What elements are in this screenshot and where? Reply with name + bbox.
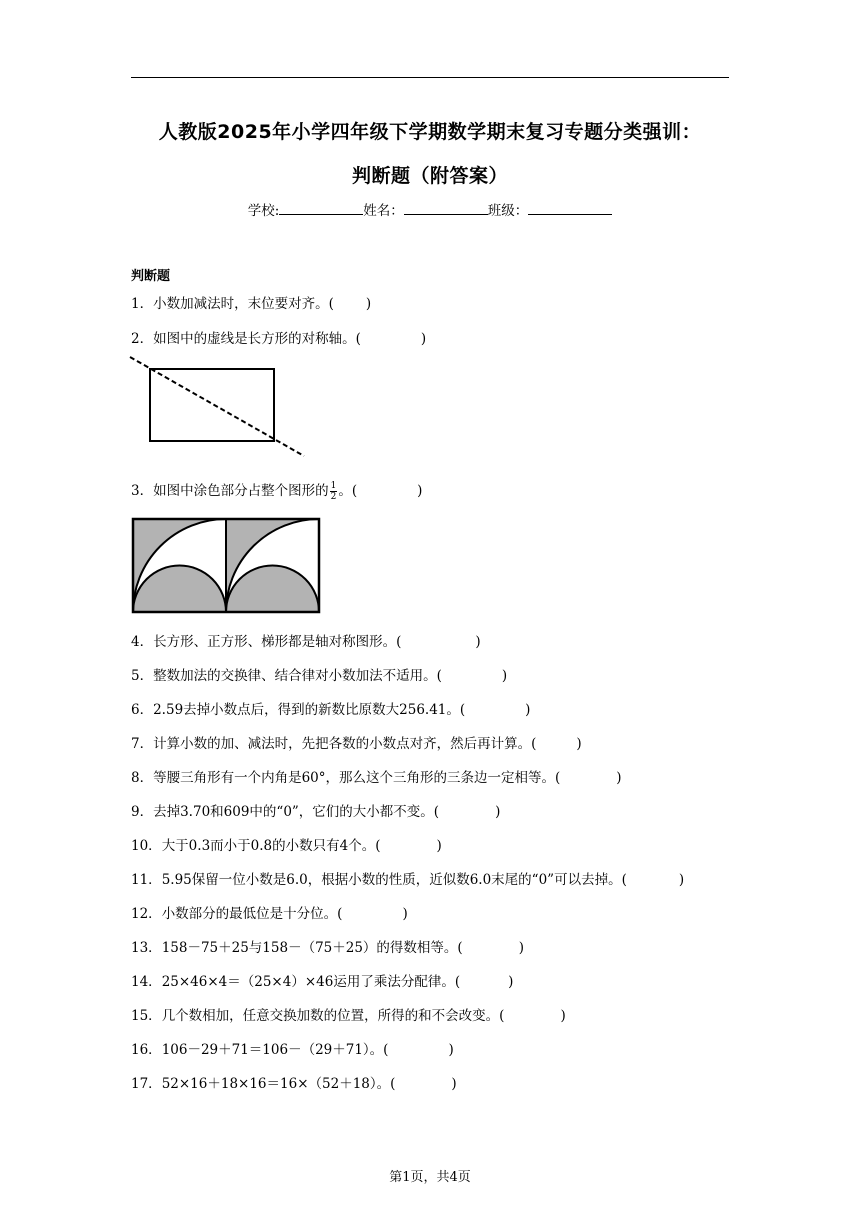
question-text: 25×46×4＝（25×4）×46运用了乘法分配律。( (161, 974, 461, 990)
question-text-pre: 如图中涂色部分占整个图形的 (153, 483, 329, 499)
question-number: 3． (131, 483, 154, 499)
page-footer: 第1页，共4页 (389, 1170, 471, 1185)
question-text: 小数加减法时，末位要对齐。( (153, 296, 334, 312)
question-text: 2.59去掉小数点后，得到的新数比原数大256.41。( (153, 702, 466, 718)
name-label: 姓名： (363, 203, 404, 219)
question-10: 10．大于0.3而小于0.8的小数只有4个。( ) (131, 838, 442, 854)
name-blank[interactable] (404, 201, 488, 215)
question-1: 1．小数加减法时，末位要对齐。( ) (131, 296, 372, 312)
question-text: 去掉3.70和609中的“0”，它们的大小都不变。( (153, 804, 440, 820)
page-title-line1: 人教版2025年小学四年级下学期数学期末复习专题分类强训： (158, 121, 702, 143)
question-16: 16．106－29＋71＝106－（29＋71）。( ) (131, 1042, 454, 1058)
question-13: 13．158－75＋25与158－（75＋25）的得数相等。( ) (131, 940, 524, 956)
question-11: 11．5.95保留一位小数是6.0，根据小数的性质，近似数6.0末尾的“0”可以去掉。( ) (131, 872, 685, 888)
question-text: 大于0.3而小于0.8的小数只有4个。( (161, 838, 381, 854)
question-text: 。( (338, 483, 358, 499)
school-label: 学校: (247, 203, 280, 219)
question-text: 几个数相加，任意交换加数的位置，所得的和不会改变。( (161, 1008, 505, 1024)
class-blank[interactable] (528, 201, 612, 215)
question-text: 计算小数的加、减法时，先把各数的小数点对齐，然后再计算。( (153, 736, 537, 752)
question-text: 如图中的虚线是长方形的对称轴。( (153, 331, 361, 347)
question-17: 17．52×16＋18×16＝16×（52＋18）。( ) (131, 1076, 457, 1092)
question-8: 8．等腰三角形有一个内角是60°，那么这个三角形的三条边一定相等。( ) (131, 770, 622, 786)
rectangle-axis-figure (126, 352, 311, 462)
page-title-line2: 判断题（附答案） (351, 165, 508, 187)
class-label: 班级： (487, 203, 529, 219)
student-info-line (0, 199, 860, 219)
question-15: 15．几个数相加，任意交换加数的位置，所得的和不会改变。( ) (131, 1008, 566, 1024)
question-text: 106－29＋71＝106－（29＋71）。( (161, 1042, 389, 1058)
question-text: 整数加法的交换律、结合律对小数加法不适用。( (153, 668, 442, 684)
fraction-one-half: $\frac{1}{2}$ (330, 481, 337, 502)
question-text: 等腰三角形有一个内角是60°，那么这个三角形的三条边一定相等。( (153, 770, 561, 786)
section-heading: 判断题 (131, 269, 171, 284)
question-2: 2．如图中的虚线是长方形的对称轴。( ) (131, 331, 427, 347)
question-14: 14．25×46×4＝（25×4）×46运用了乘法分配律。( ) (131, 974, 514, 990)
school-blank[interactable] (279, 201, 363, 215)
header-rule (131, 77, 729, 78)
question-number: 2． (131, 331, 154, 347)
question-number: 1． (131, 296, 154, 312)
question-text: 5.95保留一位小数是6.0，根据小数的性质，近似数6.0末尾的“0”可以去掉。( (161, 872, 627, 888)
question-12: 12．小数部分的最低位是十分位。( ) (131, 906, 408, 922)
question-4: 4．长方形、正方形、梯形都是轴对称图形。( ) (131, 634, 481, 650)
question-7: 7．计算小数的加、减法时，先把各数的小数点对齐，然后再计算。( ) (131, 736, 582, 752)
question-text: 158－75＋25与158－（75＋25）的得数相等。( (161, 940, 463, 956)
question-6: 6．2.59去掉小数点后，得到的新数比原数大256.41。( ) (131, 702, 531, 718)
question-text: 小数部分的最低位是十分位。( (161, 906, 343, 922)
question-text: 长方形、正方形、梯形都是轴对称图形。( (153, 634, 402, 650)
question-5: 5．整数加法的交换律、结合律对小数加法不适用。( ) (131, 668, 508, 684)
question-3: 3．如图中涂色部分占整个图形的 $\frac{1}{2}$ 。( ) (131, 481, 423, 502)
question-9: 9．去掉3.70和609中的“0”，它们的大小都不变。( ) (131, 804, 501, 820)
question-text: 52×16＋18×16＝16×（52＋18）。( (161, 1076, 396, 1092)
shaded-arcs-figure (131, 517, 321, 615)
